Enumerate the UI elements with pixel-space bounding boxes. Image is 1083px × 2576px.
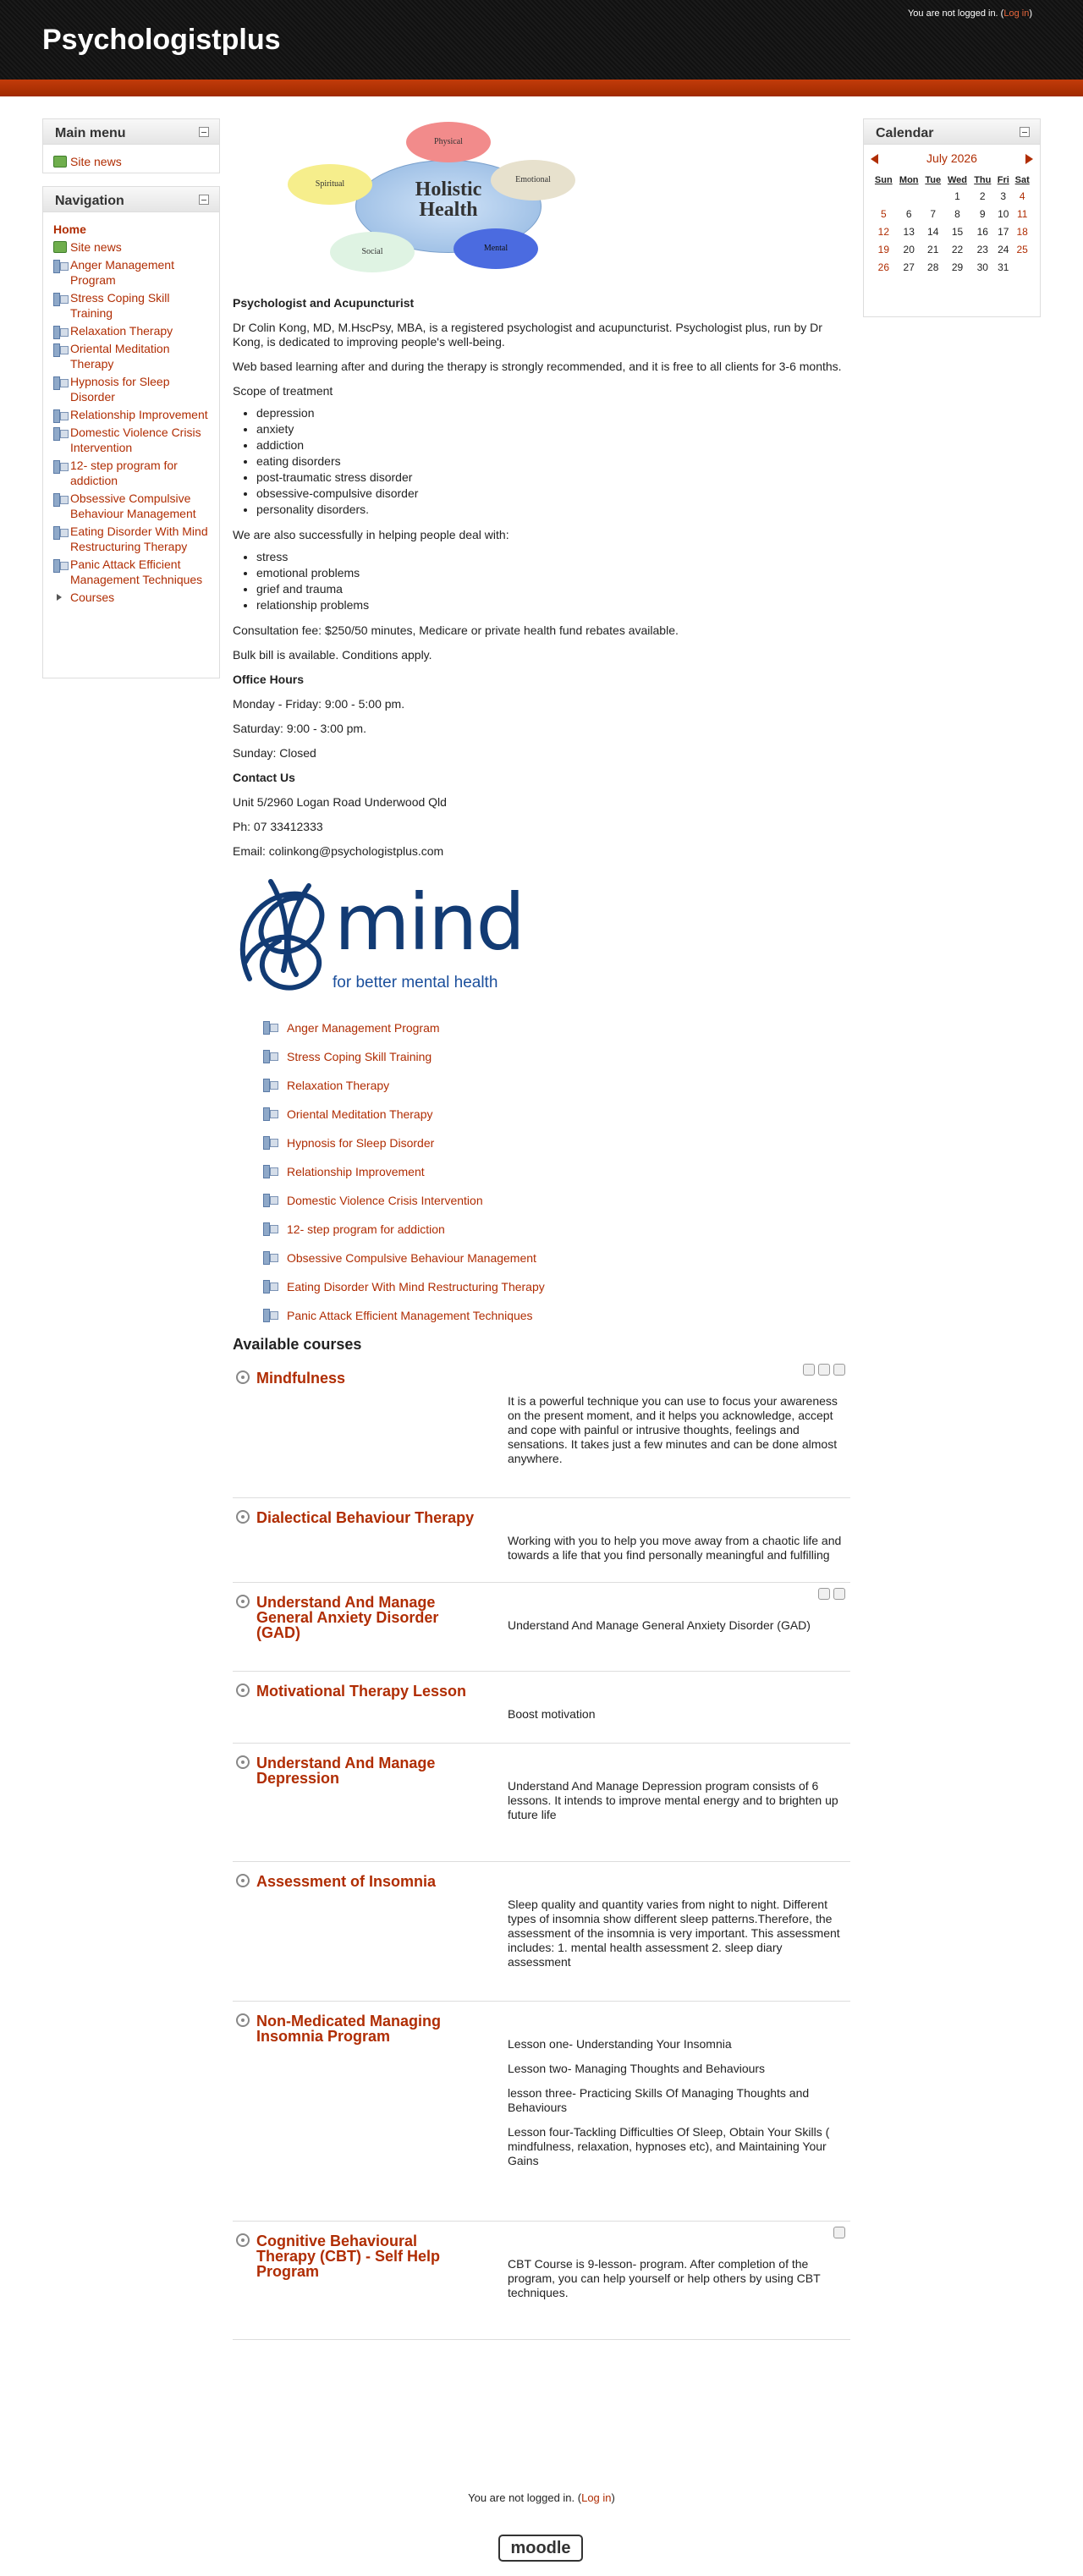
contact-phone: Ph: 07 33412333 [233,820,323,833]
mind-swirl-icon [233,869,343,1000]
course-icon [263,1078,277,1091]
course-icon [263,1164,277,1178]
course-category-icon [236,2013,250,2027]
login-link[interactable]: Log in [1003,8,1030,19]
calendar-day[interactable]: 25 [1016,243,1028,255]
nav-course-item[interactable] [53,557,211,587]
main-menu-title: Main menu [55,126,126,140]
course-info-icons [815,1588,845,1602]
course-name-link[interactable]: Understand And Manage Depression [256,1755,436,1787]
course-summary-text: Boost motivation [508,1707,596,1721]
course-summary-text: It is a powerful technique you can use to focus your awareness on the present moment, and it helps you acknowledge, accept and cope with painful or intrusive thoughts, feelings and sensations. It takes just a few minutes and can be done almost anywhere. [508,1394,838,1465]
scope-list [233,405,850,518]
nav-course-link[interactable]: Eating Disorder With Mind Restructuring Therapy [70,525,208,553]
navigation-block [42,186,220,678]
bulk-bill-note: Bulk bill is available. Conditions apply. [233,648,432,662]
calendar-title: Calendar [876,126,934,140]
moodle-logo[interactable]: moodle [498,2535,583,2562]
calendar-day[interactable]: 16 [976,225,988,238]
scope-item: • addiction [256,437,850,453]
also-item: • stress [256,549,850,565]
course-box [233,1359,850,1498]
calendar-weekday: Sat [1014,175,1030,185]
course-summary [508,2257,846,2310]
calendar-header [864,119,1040,145]
nav-site-news-link[interactable]: Site news [70,240,122,254]
header-accent-bar [0,80,1083,96]
intro-paragraph-1: Dr Colin Kong, MD, M.HscPsy, MBA, is a registered psychologist and acupuncturist. Psychologist plus, run by Dr Kong, is dedicated to improving people's well-being. [233,321,822,349]
calendar-day[interactable]: 8 [954,207,960,220]
collapse-icon[interactable] [199,195,209,205]
course-icon [263,1222,277,1235]
footer-login-link[interactable]: Log in [581,2491,612,2504]
news-icon [53,156,67,168]
course-icon [53,259,67,272]
course-category-icon [236,1370,250,1384]
nav-course-item[interactable] [53,257,211,288]
course-box [233,1862,850,2002]
collapse-icon[interactable] [199,127,209,137]
calendar-day [871,187,896,205]
course-link-item[interactable] [263,1048,850,1077]
calendar-day[interactable]: 26 [877,261,889,273]
course-summary [508,1618,846,1643]
course-icon [53,459,67,473]
calendar-weekday: Sun [874,175,893,185]
previous-month-arrow-icon[interactable] [871,154,878,164]
main-menu-site-news[interactable] [53,154,211,169]
course-link[interactable]: Obsessive Compulsive Behaviour Management [287,1251,536,1265]
calendar-day[interactable]: 11 [1016,207,1028,220]
course-icon [53,558,67,572]
course-link[interactable]: Oriental Meditation Therapy [287,1107,433,1121]
scope-item: • depression [256,405,850,421]
course-box [233,2222,850,2340]
course-summary-text: Lesson four-Tackling Difficulties Of Sleep, Obtain Your Skills ( mindfulness, relaxation, hypnoses etc), and Maintaining Your Gains [508,2125,830,2167]
nav-course-link[interactable]: Relationship Improvement [70,408,208,421]
course-icon [53,409,67,422]
nav-course-link[interactable]: Anger Management Program [70,258,174,287]
course-box [233,1498,850,1583]
intro-paragraph-2: Web based learning after and during the therapy is strongly recommended, and it is free to all clients for 3-6 months. [233,360,842,373]
course-icon [263,1308,277,1321]
nav-course-link[interactable]: Relaxation Therapy [70,324,173,338]
nav-course-item[interactable] [53,458,211,488]
course-link-item[interactable] [263,1163,850,1192]
course-icon [53,343,67,356]
holistic-emotional-bubble: Emotional [491,160,575,200]
course-category-icon [236,1510,250,1524]
calendar-day[interactable]: 10 [998,207,1009,220]
calendar-week-row [871,205,1032,222]
site-title[interactable]: Psychologistplus [42,24,281,56]
course-icon [53,525,67,539]
course-summary-text: Understand And Manage General Anxiety Disorder (GAD) [508,1618,811,1632]
contact-address: Unit 5/2960 Logan Road Underwood Qld [233,795,447,809]
calendar-day[interactable]: 21 [927,243,939,255]
holistic-center-line2: Health [419,199,478,221]
calendar-day [922,187,944,205]
course-link[interactable]: 12- step program for addiction [287,1222,445,1236]
next-month-arrow-icon[interactable] [1025,154,1033,164]
nav-courses-link[interactable]: Courses [70,590,115,604]
course-link-item[interactable] [263,1019,850,1048]
also-list [233,549,850,613]
course-icon [263,1049,277,1063]
intro-heading: Psychologist and Acupuncturist [233,296,415,310]
calendar-day[interactable]: 12 [877,225,889,238]
course-link-item[interactable] [263,1278,850,1307]
calendar-day[interactable]: 5 [880,207,887,220]
course-link-item[interactable] [263,1134,850,1163]
login-info-text: You are not logged in. ( [907,8,1004,19]
scope-item: • personality disorders. [256,502,850,518]
calendar-day[interactable]: 1 [954,189,960,202]
calendar-day[interactable]: 15 [951,225,964,238]
hours-weekday: Monday - Friday: 9:00 - 5:00 pm. [233,697,405,711]
calendar-weekday: Wed [947,175,968,185]
course-summary-text: Sleep quality and quantity varies from night to night. Different types of insomnia show different sleep patterns.Therefore, the assessment of the insomnia is very important. This assessment includes: 1. mental health assessment 2. sleep diary assessment [508,1898,840,1969]
scope-item: • obsessive-compulsive disorder [256,486,850,502]
nav-course-link[interactable]: Oriental Meditation Therapy [70,342,170,371]
available-courses-title: Available courses [233,1336,362,1353]
course-name-link[interactable]: Understand And Manage General Anxiety Disorder (GAD) [256,1594,439,1641]
nav-home-link[interactable]: Home [53,222,86,236]
course-category-icon [236,1755,250,1769]
footer-login-info [0,2491,1083,2504]
nav-course-link[interactable]: Hypnosis for Sleep Disorder [70,375,170,404]
calendar-day[interactable]: 4 [1019,189,1025,202]
course-icon [53,376,67,389]
calendar-week-row [871,258,1032,276]
course-info-icon[interactable] [833,1588,845,1600]
scope-item: • eating disorders [256,453,850,470]
holistic-physical-bubble: Physical [406,122,491,162]
calendar-day[interactable]: 30 [976,261,988,273]
nav-site-news[interactable] [53,239,211,255]
hours-sunday: Sunday: Closed [233,746,316,760]
mind-logo-word: mind [334,877,524,968]
course-icon [263,1279,277,1293]
course-summary-text: lesson three- Practicing Skills Of Managing Thoughts and Behaviours [508,2086,810,2114]
course-summary [508,1779,846,1832]
course-summary [508,1394,846,1476]
contact-email: Email: colinkong@psychologistplus.com [233,844,444,858]
nav-course-item[interactable] [53,374,211,404]
main-content [233,118,850,2340]
holistic-center-line1: Holistic [415,179,482,200]
nav-courses[interactable] [53,590,211,605]
calendar-day[interactable]: 19 [877,243,889,255]
calendar-day[interactable]: 27 [903,261,915,273]
course-links-list [263,1019,850,1336]
course-box [233,2002,850,2222]
course-summary-text: Understand And Manage Depression program consists of 6 lessons. It intends to improve mental energy and to brighten up future life [508,1779,838,1821]
course-icon [263,1250,277,1264]
course-summary-text: CBT Course is 9-lesson- program. After completion of the program, you can help yourself or help others by using CBT techniques. [508,2257,821,2299]
course-link[interactable]: Relationship Improvement [287,1165,425,1178]
nav-course-item[interactable] [53,341,211,371]
holistic-health-image [288,122,711,291]
course-icon [53,426,67,440]
course-info-icons [800,1364,845,1378]
course-summary [508,2037,846,2178]
calendar-day[interactable]: 22 [951,243,964,255]
calendar-week-row [871,240,1032,258]
nav-course-link[interactable]: 12- step program for addiction [70,459,178,487]
course-info-icon[interactable] [803,1364,815,1376]
course-icon [263,1135,277,1149]
course-summary [508,1898,846,1980]
course-category-icon [236,1683,250,1697]
nav-course-item[interactable] [53,323,211,338]
course-name-link[interactable]: Mindfulness [256,1370,346,1387]
calendar-day[interactable]: 13 [903,225,915,238]
calendar-month-link[interactable]: July 2026 [926,151,977,165]
course-link[interactable]: Eating Disorder With Mind Restructuring Therapy [287,1280,545,1293]
login-info-suffix: ) [1029,8,1032,19]
course-icon [53,492,67,506]
calendar-month-nav [864,151,1040,168]
scope-item: • anxiety [256,421,850,437]
main-menu-header [43,119,219,145]
course-name-link[interactable]: Motivational Therapy Lesson [256,1683,467,1700]
also-item: • emotional problems [256,565,850,581]
office-hours-heading: Office Hours [233,673,305,686]
course-link-item[interactable] [263,1192,850,1221]
navigation-title: Navigation [55,194,124,208]
calendar-week-row [871,222,1032,240]
footer-login-text: You are not logged in. ( [468,2491,582,2504]
course-link-item[interactable] [263,1307,850,1336]
calendar-day[interactable]: 20 [903,243,915,255]
main-menu-site-news-link[interactable]: Site news [70,155,122,168]
course-summary-text: Lesson two- Managing Thoughts and Behaviours [508,2062,766,2075]
consultation-fee: Consultation fee: $250/50 minutes, Medicare or private health fund rebates available. [233,623,679,637]
calendar-day[interactable]: 18 [1016,225,1028,238]
calendar-block [863,118,1041,317]
calendar-day[interactable]: 9 [979,207,986,220]
course-info-icon[interactable] [818,1364,830,1376]
course-box [233,1744,850,1862]
calendar-day[interactable]: 14 [927,225,939,238]
course-name-link[interactable]: Cognitive Behavioural Therapy (CBT) - Self Help Program [256,2233,441,2280]
course-category-icon [236,2233,250,2247]
login-info [908,8,1032,19]
nav-course-item[interactable] [53,425,211,455]
nav-course-item[interactable] [53,491,211,521]
course-icon [53,325,67,338]
course-link-item[interactable] [263,1106,850,1134]
contact-heading: Contact Us [233,771,295,784]
course-name-link[interactable]: Dialectical Behaviour Therapy [256,1509,475,1526]
course-name-link[interactable]: Assessment of Insomnia [256,1873,437,1890]
course-info-icon[interactable] [833,2227,845,2238]
also-label: We are also successfully in helping people deal with: [233,528,509,541]
course-info-icon[interactable] [833,1364,845,1376]
course-link[interactable]: Hypnosis for Sleep Disorder [287,1136,435,1150]
course-link[interactable]: Stress Coping Skill Training [287,1050,432,1063]
course-category-icon [236,1874,250,1887]
holistic-mental-bubble: Mental [454,228,538,269]
main-menu-block [42,118,220,173]
calendar-day [1012,258,1032,276]
mind-logo-tagline: for better mental health [333,974,498,991]
course-link-item[interactable] [263,1221,850,1250]
course-category-icon [236,1595,250,1608]
calendar-day[interactable]: 3 [1000,189,1007,202]
calendar-weekday: Fri [997,175,1009,185]
scope-label: Scope of treatment [233,384,333,398]
calendar-day[interactable]: 29 [951,261,964,273]
navigation-header [43,187,219,212]
holistic-social-bubble: Social [330,232,415,272]
nav-course-link[interactable]: Panic Attack Efficient Management Techniques [70,557,203,586]
course-link-item[interactable] [263,1077,850,1106]
calendar-day [896,187,922,205]
course-icon [263,1020,277,1034]
course-link[interactable]: Panic Attack Efficient Management Techniques [287,1309,533,1322]
hours-saturday: Saturday: 9:00 - 3:00 pm. [233,722,366,735]
nav-course-item[interactable] [53,407,211,422]
course-summary-text: Lesson one- Understanding Your Insomnia [508,2037,732,2051]
calendar-day[interactable]: 7 [930,207,937,220]
also-item: • grief and trauma [256,581,850,597]
calendar-week-row [871,187,1032,205]
course-summary [508,1707,846,1732]
nav-course-link[interactable]: Stress Coping Skill Training [70,291,170,320]
page-header [0,0,1083,80]
also-item: • relationship problems [256,597,850,613]
calendar-day[interactable]: 6 [905,207,912,220]
course-icon [263,1107,277,1120]
footer-login-suffix: ) [611,2491,615,2504]
mind-logo [233,869,537,1004]
nav-course-link[interactable]: Obsessive Compulsive Behaviour Management [70,492,196,520]
nav-course-item[interactable] [53,524,211,554]
course-icon [263,1193,277,1206]
scope-item: • post-traumatic stress disorder [256,470,850,486]
calendar-day[interactable]: 2 [979,189,986,202]
course-summary [508,1534,846,1573]
course-summary-text: Working with you to help you move away from a chaotic life and towards a life that you find personally meaningful and fulfilling [508,1534,842,1562]
calendar-day[interactable]: 24 [998,243,1009,255]
course-icon [53,292,67,305]
collapse-icon[interactable] [1020,127,1030,137]
calendar-weekday: Mon [899,175,919,185]
course-name-link[interactable]: Non-Medicated Managing Insomnia Program [256,2013,442,2045]
calendar-day[interactable]: 23 [976,243,988,255]
available-courses-list [233,1359,850,2340]
course-box [233,1583,850,1672]
course-link-item[interactable] [263,1250,850,1278]
news-icon [53,241,67,253]
course-link[interactable]: Anger Management Program [287,1021,440,1035]
course-link[interactable]: Domestic Violence Crisis Intervention [287,1194,483,1207]
course-info-icons [830,2227,845,2241]
calendar-day[interactable]: 31 [998,261,1009,273]
course-box [233,1672,850,1744]
calendar-weekday: Thu [974,175,992,185]
expand-arrow-icon[interactable] [57,594,62,601]
course-info-icon[interactable] [818,1588,830,1600]
course-link[interactable]: Relaxation Therapy [287,1079,390,1092]
calendar-grid [871,173,1032,276]
holistic-spiritual-bubble: Spiritual [288,164,372,205]
nav-course-link[interactable]: Domestic Violence Crisis Intervention [70,426,201,454]
calendar-day[interactable]: 17 [998,225,1009,238]
calendar-weekday: Tue [925,175,942,185]
calendar-day[interactable]: 28 [927,261,939,273]
nav-course-item[interactable] [53,290,211,321]
